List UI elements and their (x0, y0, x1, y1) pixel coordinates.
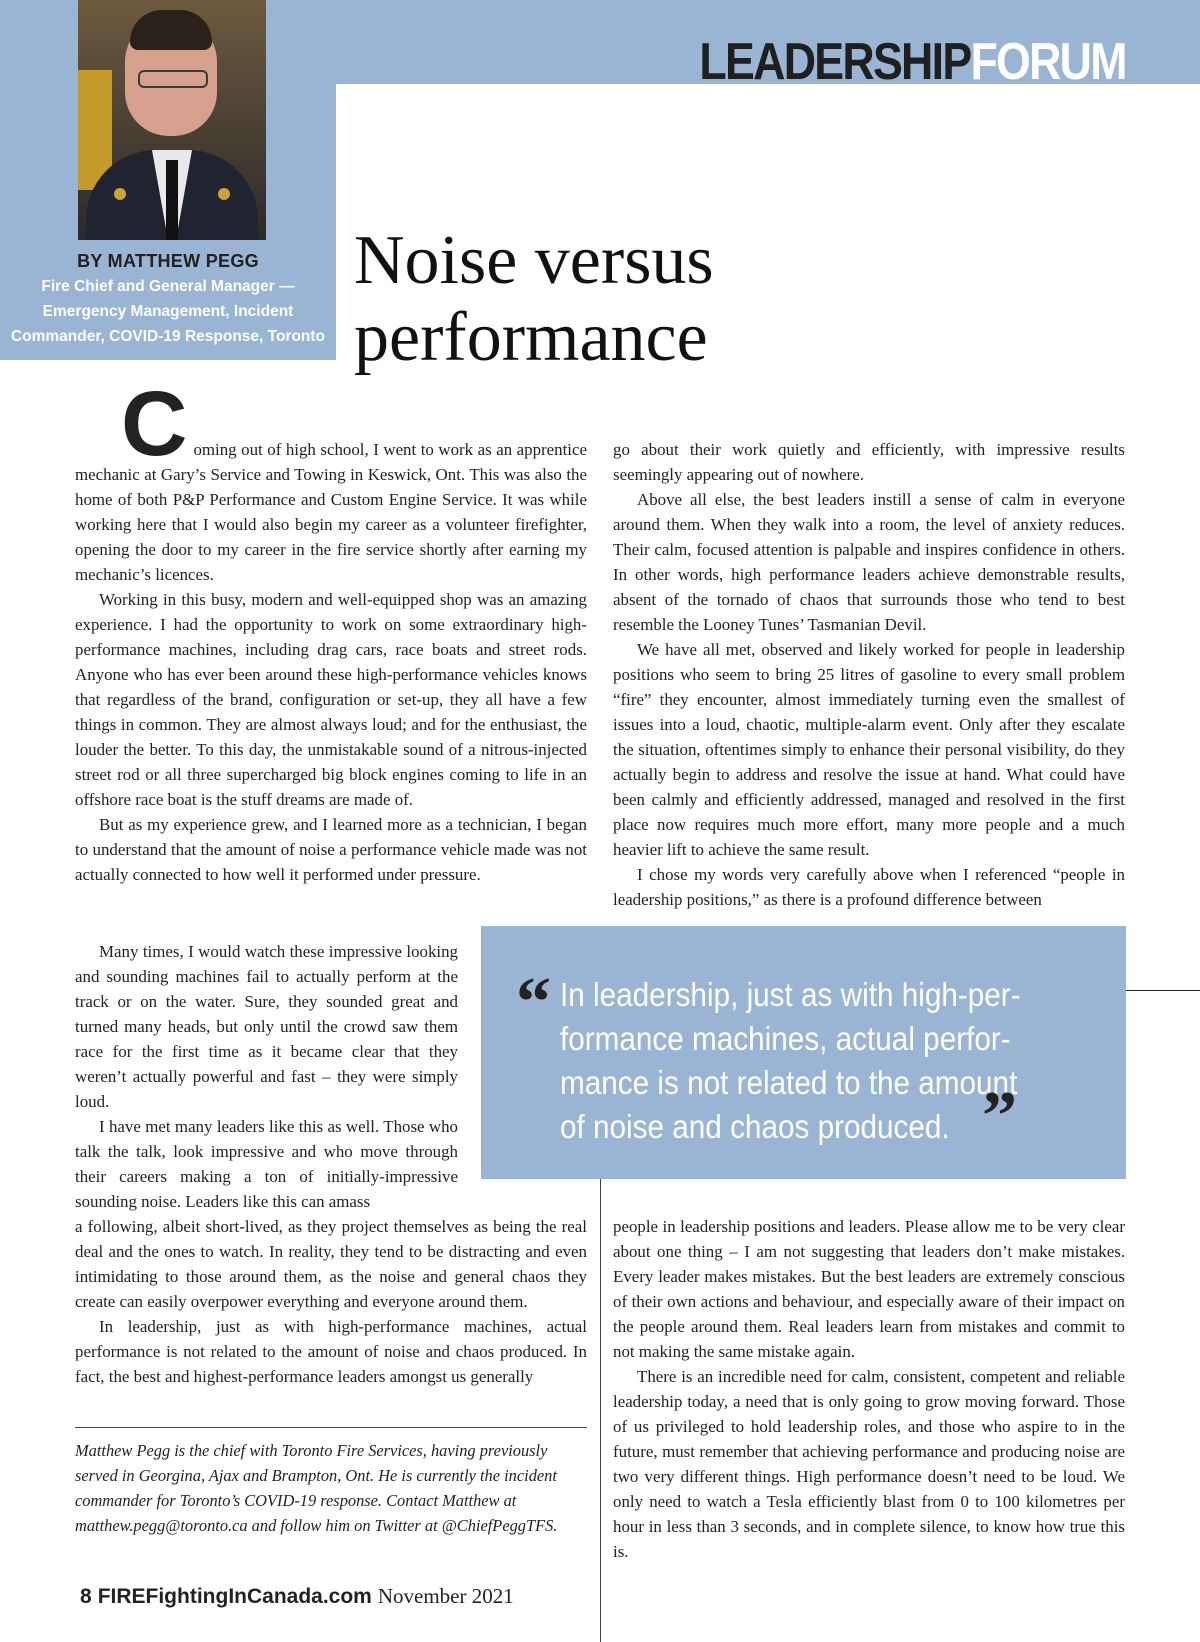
pull-quote-text: In leadership, just as with high-per- formance machines, actual perfor- mance is not related to the amount of noise and chaos produced. (560, 976, 1021, 1145)
paragraph: I have met many leaders like this as well. Those who talk the talk, look impressive and who move through their careers making a ton of initially-impressive sounding noise. Leaders like this can amass (75, 1117, 458, 1211)
author-role: Fire Chief and General Manager — Emergency Management, Incident Commander, COVID-19 Response, Toronto (10, 278, 326, 345)
paragraph: In leadership, just as with high-performance machines, actual performance is not related to the amount of noise and chaos produced. In fact, the best and highest-performance leaders amongst us generally (75, 1317, 587, 1386)
page-footer (80, 1584, 514, 1609)
paragraph: Many times, I would watch these impressive looking and sounding machines fail to actually perform at the track or on the water. Sure, they sounded great and turned many heads, but only until the crowd saw them race for the first time as it became clear that they weren’t actually powerful and fast – they were simply loud. (75, 942, 458, 1111)
author-bio: Matthew Pegg is the chief with Toronto Fire Services, having previously served in Georgina, Ajax and Brampton, Ont. He is currently the incident commander for Toronto’s COVID-19 response. Contact Matthew at matthew.pegg@toronto.ca and follow him on Twitter at @ChiefPeggTFS. (75, 1441, 558, 1535)
author-name: BY MATTHEW PEGG (77, 251, 259, 271)
masthead-forum: FORUM (970, 33, 1126, 91)
column-left-narrow (75, 939, 458, 1214)
section-masthead (700, 34, 1126, 90)
article-title: Noise versus performance (354, 222, 714, 376)
masthead-leadership: LEADERSHIP (699, 33, 971, 91)
paragraph: go about their work quietly and efficiently, with impressive results seemingly appearing out of nowhere. (613, 440, 1125, 484)
footer-site: FIREFightingInCanada.com (97, 1585, 372, 1608)
paragraph: people in leadership positions and leaders. Please allow me to be very clear about one thing – I am not suggesting that leaders don’t make mistakes. Every leader makes mistakes. But the best leaders are extremely conscious of their own actions and behaviour, and especially aware of their impact on the people around them. Real leaders learn from mistakes and commit to not making the same mistake again. (613, 1217, 1125, 1361)
paragraph: Coming out of high school, I went to work as an apprentice mechanic at Gary’s Service and Towing in Keswick, Ont. This was also the home of both P&P Performance and Custom Engine Service. It was while working here that I would also begin my career as a volunteer firefighter, opening the door to my career in the fire service shortly after earning my mechanic’s licences. (75, 373, 587, 584)
paragraph: There is an incredible need for calm, consistent, competent and reliable leadership today, a need that is only going to grow moving forward. Those of us privileged to hold leadership roles, and those who aspire to in the future, must remember that achieving performance and producing noise are two very different things. High performance doesn’t need to be loud. We only need to watch a Tesla efficiently blast from 0 to 100 kilometres per hour in less than 3 seconds, and in complete silence, to know how true this is. (613, 1367, 1125, 1561)
column-divider (600, 1179, 601, 1642)
close-quote-icon: ” (982, 1078, 1017, 1155)
column-right-top (613, 437, 1125, 912)
byline (0, 251, 336, 349)
author-photo (78, 0, 266, 240)
open-quote-icon: “ (516, 964, 551, 1041)
bio-divider (75, 1427, 587, 1428)
footer-date: November 2021 (377, 1584, 514, 1608)
paragraph: We have all met, observed and likely worked for people in leadership positions who seem to bring 25 litres of gasoline to every small problem “fire” they encounter, almost immediately turning even the smallest of issues into a loud, chaotic, multiple-alarm event. Only after they escalate the situation, oftentimes simply to enhance their personal visibility, do they actually begin to address and resolve the issue at hand. What could have been calmly and efficiently addressed, managed and resolved in the first place now requires much more effort, many more people and a much heavier lift to achieve the same result. (613, 640, 1125, 859)
column-left-bottom (75, 1214, 587, 1389)
paragraph: But as my experience grew, and I learned more as a technician, I began to understand that the amount of noise a performance vehicle made was not actually connected to how well it performed under pressure. (75, 815, 587, 884)
paragraph: Above all else, the best leaders instill a sense of calm in everyone around them. When they walk into a room, the level of anxiety reduces. Their calm, focused attention is palpable and inspires confidence in others. In other words, high performance leaders achieve demonstrable results, absent of the tornado of chaos that surrounds those who tend to best resemble the Looney Tunes’ Tasmanian Devil. (613, 490, 1125, 634)
paragraph: I chose my words very carefully above when I referenced “people in leadership positions,” as there is a profound difference between (613, 865, 1125, 909)
pull-quote-rule (1126, 990, 1200, 991)
paragraph: a following, albeit short-lived, as they project themselves as being the real deal and the ones to watch. In reality, they tend to be distracting and even intimidating to those around them, as the noise and general chaos they create can easily overpower everything and everyone around them. (75, 1217, 587, 1311)
column-right-bottom (613, 1214, 1125, 1564)
drop-cap: C (121, 373, 188, 475)
page-number: 8 (80, 1585, 92, 1608)
paragraph: Working in this busy, modern and well-equipped shop was an amazing experience. I had the opportunity to work on some extraordinary high-performance machines, including drag cars, race boats and street rods. Anyone who has ever been around these high-performance vehicles knows that regardless of the brand, configuration or set-up, they all have a few things in common. They are almost always loud; and for the enthusiast, the louder the better. To this day, the unmistakable sound of a nitrous-injected street rod or all three supercharged big block engines coming to life in an offshore race boat is the stuff dreams are made of. (75, 590, 587, 809)
column-left-top (75, 373, 587, 887)
